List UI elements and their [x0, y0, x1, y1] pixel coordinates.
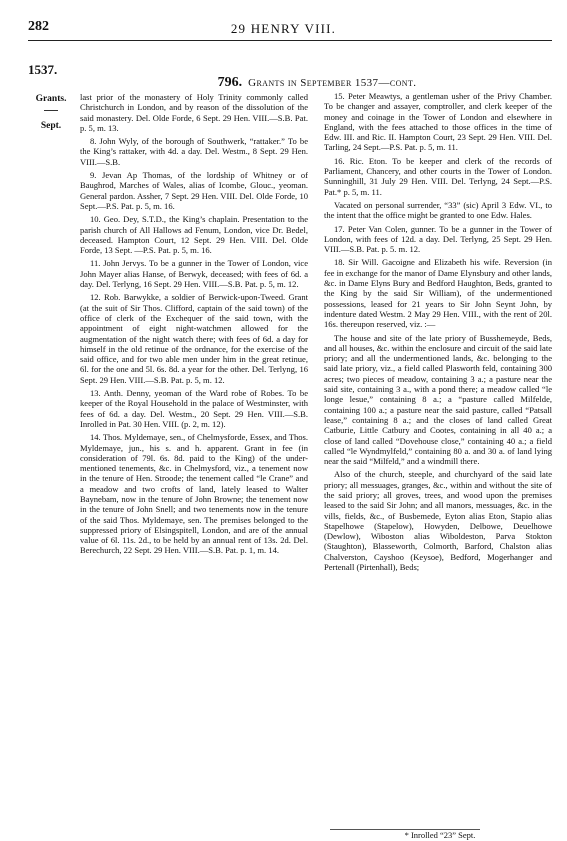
header-rule [28, 40, 552, 41]
running-head: 29 HENRY VIII. [230, 21, 337, 36]
entry-paragraph: 9. Jevan Ap Thomas, of the lordship of Whitney or of Baughrod, Marches of Wales, alias of Icombe, Glouc., yeoman. General pardon. Assher, 7 Sept. 29 Hen. VIII. Del. Olde Forde, 10 Sept.—P.S. Pat. p. 5, m. 16. [80, 170, 308, 211]
section-number: 796. [217, 75, 243, 90]
right-column [324, 91, 552, 575]
entry-paragraph: 11. John Jervys. To be a gunner in the Tower of London, vice John Mayer alias Hanse, of Berwyk, deceased; with fees of 6d. a day. Del. Terlyng, 16 Sept. 29 Hen. VIII.—S.B. Pat. p. 5, m. 12. [80, 258, 308, 290]
entry-paragraph: Also of the church, steeple, and churchyard of the said late priory; all messuages, granges, &c., within and without the site of the said priory; all groves, trees, and wood upon the premises leased to the said Sir John; and all manors, messuages, &c. in the vills, fields, &c., of Busbemede, Eyton alias Eton, Stapio alias Stapelhowe (Stapelow), Howyden, Delbowe, Deuelhowe (Dewlow), Wiboston alias Wiboldeston, Parva Stokton (Staughton), Blasseworth, Colmorth, Barford, Chalston alias Chalverston, Cayshoo (Keysoe), Bedford, Mogerhanger and Pertenall (Pirtenhall), Beds; [324, 469, 552, 573]
left-column [80, 92, 308, 559]
entry-paragraph: 16. Ric. Eton. To be keeper and clerk of the records of Parliament, Chancery, and other courts in the Tower of London. Sunninghill, 31 July 29 Hen. VIII. Del. Terlyng, 24 Sept.—P.S. Pat.* p. 5, m. 11. [324, 155, 552, 197]
entry-paragraph: 18. Sir Will. Gacoigne and Elizabeth his wife. Reversion (in fee in exchange for the manor of Dame Elynsbury and other lands, &c. in Dame Elyns Bury and Bedford Haughton, Beds, granted to the King by the said Sir William), of the undermentioned possessions, leased for 21 years to Sir John Seynt John, by indenture dated Westm. 2 May 29 Hen. VIII., with the rent of 20l. 16s. thereupon reserved, viz. :— [324, 257, 552, 330]
entry-paragraph: Vacated on personal surrender, “33” (sic) April 3 Edw. VI., to the intent that the office might be granted to one Edw. Hales. [324, 199, 552, 221]
entry-paragraph: 8. John Wyly, of the borough of Southwerk, “rattaker.” To be the King’s rattaker, with 4d. a day. Del. Westm., 8 Sept. 29 Hen. VIII.—S.B. [80, 136, 308, 167]
entry-paragraph: last prior of the monastery of Holy Trinity commonly called Christchurch in London, and by reason of the dissolution of the said monastery. Del. Olde Forde, 6 Sept. 29 Hen. VIII.—S.B. Pat. p. 5, m. 13. [80, 92, 308, 133]
year-label: 1537. [28, 62, 58, 77]
entry-paragraph: 10. Geo. Dey, S.T.D., the King’s chaplain. Presentation to the parish church of All Hallows ad Fenum, London, vice Dr. Bedel, deceased. Hampton Court, 12 Sept. 29 Hen. VIII. Del. Olde Forde, 13 Sept. —P.S. Pat. p. 5, m. 16. [80, 214, 308, 256]
page-number: 282 [28, 19, 49, 34]
entry-paragraph: 17. Peter Van Colen, gunner. To be a gunner in the Tower of London, with fees of 12d. a day. Del. Terlyng, 25 Sept. 29 Hen. VIII.—S.B. Pat. p. 5. m. 12. [324, 223, 552, 255]
footnote: * Inrolled “23” Sept. [404, 830, 476, 840]
entry-paragraph: 12. Rob. Barwykke, a soldier of Berwick-upon-Tweed. Grant (at the suit of Sir Thos. Clifford, captain of the said town) of the office of clerk of the Exchequer of the said town, with the appointment of eight night-watchmen allowed for the augmentation of the night watch there; with fees of 6d. a day for himself in the old retinue of the ordnance, for the exercise of the said office, and for two able men under him in the great retinue, 6l. for the one and 5l. 6s. 8d. a year for the other. Del. Terlyng, 16 Sept. 29 Hen. VIII.—S.B. Pat. p. 5, m. 12. [80, 292, 308, 385]
entry-paragraph: 15. Peter Meawtys, a gentleman usher of the Privy Chamber. To be changer and assayer, comptroller, and clerk keeper of the money and coinage in the Tower of London and elsewhere in England, with the fees attached to those offices in the time of Edw. III. and Ric. II. Hampton Court, 23 Sept. 29 Hen. VIII. Del. Tarling, 24 Sept.—P.S. Pat. p. 5, m. 11. [324, 91, 552, 153]
margin-label-sept: Sept. [40, 121, 62, 131]
margin-label-grants: Grants. [35, 94, 67, 104]
entry-paragraph: 13. Anth. Denny, yeoman of the Ward robe of Robes. To be keeper of the Royal Household in the palace of Westminster, with fees of 6d. a day. Del. Westm., 20 Sept. 29 Hen. VIII.—S.B. Inrolled in Pat. 30 Hen. VIII. (p. 2, m. 12). [80, 388, 308, 429]
entry-paragraph: The house and site of the late priory of Busshemeyde, Beds, and all houses, &c. within the enclosure and circuit of the said late priory; and all the undermentioned lands, &c. belonging to the said late priory, viz., a field called Plasworth feld, containing 300 acres; two pieces of meadow, containing 3 a.; a pasture near the said site, containing 3 a., with a pond there; a meadow called “le longe lesue,” containing 8 a.; a “pasture called Milfelde, containing 100 a.; a pasture near the said pasture, called “Patsall lease,” containing 8 a.; and the closes of land called Great Catburie, Little Catbury and Cootes, containing in all 40 a.; a close of land called “Dovehouse close,” containing 40 a.; a field called “le Wyndmylfeld,” containing 80 a. and 30 a. of land lying near the said “Milfeld,” and a windmill there. [324, 332, 552, 467]
margin-dash [44, 110, 58, 111]
entry-paragraph: 14. Thos. Myldemaye, sen., of Chelmysforde, Essex, and Thos. Myldemaye, jun., his s. and h. apparent. Grant in fee (in consideration of 79l. 6s. 8d. paid to the King) of the under-mentioned tenements, &c. in Chelmysford, viz., a tenement now in the tenure of Hen. Stroode; the tenement called “le Crane” and a meadow and two crofts of land, lately leased to Walter Baynebam, now in the tenure of John Browne; the tenement now in the tenure of John Snell; and two tenements now in the tenure of the said Thos. Myldemaye, sen. The premises belonged to the suppressed priory of Elsingspitell, London, and are of the annual value of 6l. 11s. 2d., to be held by an annual rent of 13s. 2d. Del. Berechurch, 22 Sept. 29 Hen. VIII.—S.B. Pat. p. 1, m. 14. [80, 432, 308, 556]
section-heading [80, 75, 554, 91]
section-title: Grants in September 1537—cont. [248, 77, 417, 89]
